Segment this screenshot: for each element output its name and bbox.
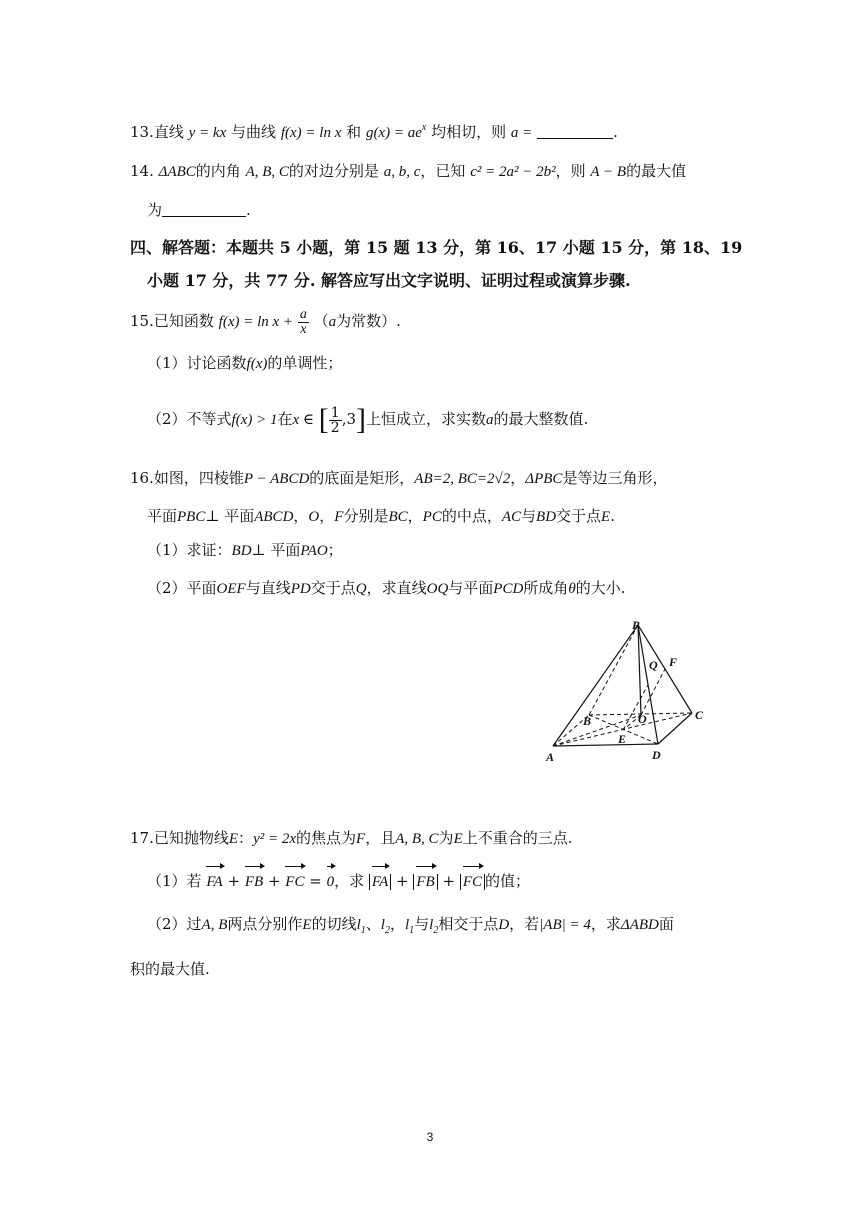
- q17-p2-triangle: ΔABD: [620, 917, 659, 933]
- q16-text: 的中点，: [441, 507, 502, 525]
- edge-pd: [638, 625, 658, 744]
- q14-text: ，已知: [420, 162, 466, 180]
- q13-exponent: x: [421, 122, 427, 133]
- q13-eq-g-base: g(x) = ae: [365, 125, 422, 141]
- q14-number: 14.: [130, 162, 154, 180]
- q15-p2-text: 在: [277, 410, 293, 428]
- question-15-part1: [147, 352, 342, 375]
- q17-p2-text: （2）过: [147, 915, 202, 933]
- label-o: O: [638, 712, 647, 726]
- q17-number: 17.: [130, 829, 154, 847]
- q17-p2-condition: |AB| = 4: [539, 917, 591, 933]
- q16-p2-text: 与直线: [245, 579, 291, 597]
- vector-zero: 0: [327, 869, 335, 895]
- q15-p2-x: x ∈: [292, 412, 315, 428]
- q16-lengths: AB=2, BC=2√2: [414, 471, 511, 487]
- q16-text: 是等边三角形，: [562, 469, 668, 487]
- q17-p2-text: 的切线: [311, 915, 357, 933]
- fraction-denominator: 2: [330, 419, 340, 436]
- q17-p2-text: ，若: [509, 915, 540, 933]
- q16-text: 如图，四棱锥: [153, 469, 244, 487]
- q14-sides: a, b, c: [383, 164, 421, 180]
- fraction-denominator: x: [300, 321, 307, 337]
- q15-number: 15.: [130, 312, 154, 330]
- question-13: [130, 117, 618, 144]
- q16-text: ⊥ 平面: [205, 507, 255, 525]
- question-17: [130, 827, 573, 850]
- q16-p2-plane: OEF: [216, 581, 246, 597]
- question-16-line2: [147, 505, 615, 528]
- tangent-l1: $l_1$: [404, 917, 415, 936]
- q16-point: F: [334, 509, 344, 525]
- q17-p2-text: 与: [414, 915, 430, 933]
- q16-text: 平面: [147, 507, 178, 525]
- label-d: D: [652, 748, 661, 762]
- q16-p2-text: （2）平面: [147, 579, 217, 597]
- q17-p2-text: 两点分别作: [227, 915, 303, 933]
- q16-p2-text: 所成角: [523, 579, 569, 597]
- q14-text: 的内角: [195, 162, 241, 180]
- q17-equation: y² = 2x: [253, 831, 296, 847]
- label-c: C: [695, 708, 704, 722]
- label-b: B: [583, 714, 592, 728]
- q13-end: .: [613, 123, 618, 141]
- question-16-part1: [147, 539, 343, 562]
- q15-text: （: [313, 312, 329, 330]
- q15-p2-text: 的最大整数值.: [493, 410, 589, 428]
- q17-p1-text: 的值；: [484, 872, 530, 890]
- q17-focus: F: [356, 831, 366, 847]
- q16-text: 与: [521, 507, 537, 525]
- q16-p2-angle: θ: [568, 581, 576, 597]
- q17-p2-curve: E: [302, 917, 312, 933]
- question-15-part2: [147, 402, 588, 437]
- abs-fb: [413, 874, 437, 890]
- q16-plane: PBC: [177, 509, 206, 525]
- q16-point: E: [601, 509, 611, 525]
- pyramid-figure: [545, 615, 720, 765]
- q16-p1-text: ⊥ 平面: [251, 541, 301, 559]
- q15-p2-text: （2）不等式: [147, 410, 232, 428]
- q16-p2-point: Q: [355, 581, 367, 597]
- section-heading-line2: 小题 17 分，共 77 分. 解答应写出文字说明、证明过程或演算步骤.: [147, 271, 631, 290]
- vector-fc: FC: [285, 869, 304, 895]
- tangent-l1: $l_1$: [356, 917, 366, 936]
- q16-p2-line: OQ: [426, 581, 449, 597]
- tangent-l2: $l_2$: [429, 917, 439, 936]
- edge-ad: [553, 744, 658, 746]
- right-bracket: ]: [356, 403, 367, 436]
- q16-p2-line: PD: [290, 581, 311, 597]
- label-p: P: [632, 618, 640, 632]
- abs-fc: [460, 874, 485, 890]
- tangent-l1-symbol: l: [356, 917, 361, 933]
- q16-segment: PC: [422, 509, 442, 525]
- q17-text: ，且: [365, 829, 396, 847]
- q17-p2-text: 面: [658, 915, 674, 933]
- q17-p2-text: 、: [365, 915, 381, 933]
- q16-text: 分别是: [343, 507, 389, 525]
- q15-var: a: [328, 314, 337, 330]
- vector-fb: FB: [245, 869, 263, 895]
- page-number: 3: [426, 1130, 434, 1144]
- q13-text: 和: [346, 123, 362, 141]
- q13-eq-a: a =: [510, 125, 533, 141]
- q16-p2-text: 与平面: [448, 579, 494, 597]
- q16-plane: ABCD: [254, 509, 294, 525]
- q17-curve: E: [453, 831, 463, 847]
- q16-text: ，: [319, 507, 335, 525]
- q17-text: ：: [238, 829, 254, 847]
- q15-p1-func: f(x): [246, 356, 268, 372]
- q15-p1-text: （1）讨论函数: [147, 354, 247, 372]
- q16-p1-line: BD: [231, 543, 252, 559]
- q13-text: 直线: [153, 123, 184, 141]
- q14-expr: A − B: [590, 164, 627, 180]
- q16-text: ，: [407, 507, 423, 525]
- fraction-numerator: a: [299, 306, 307, 322]
- q15-p2-upper: ,3: [341, 410, 357, 428]
- q14-text: 为: [147, 201, 163, 219]
- question-14-line2: [147, 199, 251, 221]
- section-heading: 四、解答题：本题共 5 小题，第 15 题 13 分，第 16、17 小题 15 分，第 18、19: [130, 238, 743, 257]
- q13-text: 与曲线: [231, 123, 277, 141]
- tangent-l2-symbol: l: [429, 917, 434, 933]
- vector-fb: FB: [416, 869, 434, 895]
- q16-p2-text: 交于点: [310, 579, 356, 597]
- q15-p2-text: 上恒成立，求实数: [366, 410, 487, 428]
- q17-p1-text: （1）若: [147, 872, 202, 890]
- q14-angles: A, B, C: [245, 164, 289, 180]
- label-q: Q: [649, 658, 658, 672]
- vector-fc: FC: [463, 869, 482, 895]
- edge-pb: [589, 625, 638, 715]
- left-bracket: [: [318, 403, 329, 436]
- q16-number: 16.: [130, 469, 154, 487]
- q15-function: f(x) = ln x +: [218, 314, 294, 330]
- q16-text: .: [610, 507, 615, 525]
- q17-p2-point: D: [498, 917, 510, 933]
- q15-text: 已知函数: [153, 312, 214, 330]
- q15-p2-var: a: [486, 412, 494, 428]
- q17-p2-points: A, B: [201, 917, 228, 933]
- answer-blank[interactable]: [162, 200, 246, 217]
- tangent-l1-symbol: l: [404, 917, 410, 933]
- q17-points: A, B, C: [395, 831, 439, 847]
- q16-text: 的底面是矩形，: [309, 469, 415, 487]
- label-f: F: [669, 655, 678, 669]
- question-14: [130, 160, 686, 183]
- q16-p1-text: ；: [327, 541, 343, 559]
- q16-p1-plane: PAO: [300, 543, 328, 559]
- q16-p2-plane: PCD: [493, 581, 524, 597]
- vector-fa: FA: [206, 869, 222, 895]
- q15-fraction: [298, 308, 309, 337]
- q16-text: 交于点: [556, 507, 602, 525]
- q17-curve: E: [228, 831, 239, 847]
- q16-segment: BC: [388, 509, 408, 525]
- tangent-l2-symbol: l: [380, 917, 385, 933]
- q13-text: 均相切，则: [431, 123, 507, 141]
- q14-text: 的最大值: [626, 162, 687, 180]
- q13-eq-line: y = kx: [188, 125, 227, 141]
- question-16: [130, 467, 667, 490]
- q15-p2-ineq: f(x) > 1: [231, 412, 278, 428]
- q16-p1-text: （1）求证：: [147, 541, 232, 559]
- q17-text: 的焦点为: [296, 829, 357, 847]
- question-17-part1: （1）若 FA + FB + FC = 0，求 FA + FB + FC 的值；: [147, 868, 530, 895]
- label-a: A: [546, 750, 555, 764]
- q16-point: O: [308, 509, 320, 525]
- q13-eq-f: f(x) = ln x: [280, 125, 342, 141]
- q16-segment: AC: [501, 509, 522, 525]
- q13-number: 13.: [130, 123, 154, 141]
- q17-p2-text: ，: [389, 915, 405, 933]
- q17-text: 为: [438, 829, 454, 847]
- question-15: [130, 306, 401, 337]
- segment-ao: [553, 715, 641, 746]
- q14-text: 的对边分别是: [288, 162, 379, 180]
- q15-text: 为常数）.: [336, 312, 401, 330]
- q16-segment: BD: [536, 509, 557, 525]
- q15-p2-fraction: [329, 406, 342, 435]
- edge-dc: [658, 713, 692, 744]
- q14-text: ，则: [555, 162, 586, 180]
- q17-p1-text: ，求: [334, 872, 365, 890]
- q13-eq-g: [365, 122, 427, 141]
- answer-blank[interactable]: [537, 122, 613, 139]
- label-e: E: [618, 732, 627, 746]
- q16-p2-text: ，求直线: [366, 579, 427, 597]
- q17-text: 上不重合的三点.: [462, 829, 573, 847]
- q16-pyramid: P − ABCD: [243, 471, 310, 487]
- q17-text: 已知抛物线: [153, 829, 229, 847]
- q17-p2-text: ，求: [590, 915, 621, 933]
- q16-text: ，: [510, 469, 526, 487]
- abs-fa: [369, 874, 391, 890]
- q16-text: ，: [293, 507, 309, 525]
- fraction-numerator: 1: [330, 404, 340, 421]
- q17-p2-text: 相交于点: [438, 915, 499, 933]
- question-17-part2: [147, 913, 674, 942]
- q14-end: .: [246, 201, 251, 219]
- q14-condition: c² = 2a² − 2b²: [470, 164, 556, 180]
- tangent-l2: $l_2$: [380, 917, 390, 936]
- q16-triangle: ΔPBC: [525, 471, 563, 487]
- q14-triangle: ΔABC: [158, 164, 196, 180]
- q15-p1-text: 的单调性；: [267, 354, 343, 372]
- question-17-part2-line2: 积的最大值.: [130, 960, 210, 978]
- edge-pa: [553, 625, 638, 746]
- question-16-part2: [147, 577, 625, 600]
- vector-fa: FA: [372, 869, 388, 895]
- q16-p2-text: 的大小.: [575, 579, 626, 597]
